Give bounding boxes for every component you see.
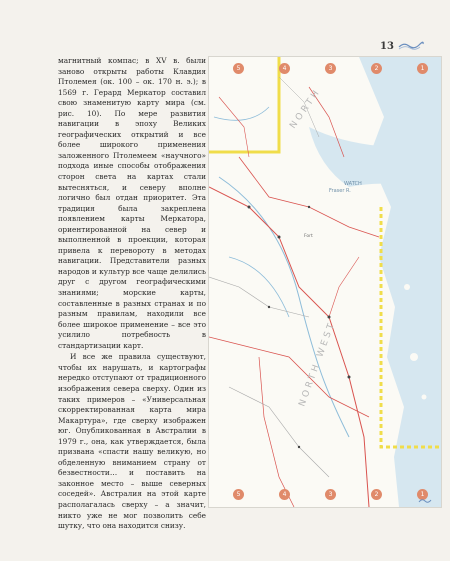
map-region-label: WATCH [344, 181, 362, 187]
map-region-label: NORTH [288, 86, 324, 131]
grid-marker: 3 [325, 63, 336, 74]
map-place-label: Fort [304, 234, 313, 239]
paragraph: И все же правила существуют, чтобы их нарушать, и картографы нередко отступают от традиционного изображения севера сверху. Один из таких примеров – «Универсальная скорректированная карта мира Макартура», где сверху изображен юг. Опубликованная в Австралии в 1979 г., она, как утверждается, была призвана «спасти нашу великую, но обделенную вниманием страну от безвестности… и поставить на законное место – выше северных соседей». Австралия на этой карте располагалась сверху – а значит, никто уже не мог позволить себе шутку, что она находится снизу. [58, 352, 206, 531]
grid-marker: 2 [371, 489, 382, 500]
grid-marker: 5 [233, 489, 244, 500]
map-region-label: NORTH WEST [297, 319, 338, 409]
grid-marker: 4 [279, 63, 290, 74]
map-bottom-markers [209, 489, 441, 501]
road-map-figure [208, 56, 442, 508]
page-header [380, 38, 440, 54]
wave-ornament-icon [398, 41, 424, 51]
page-number: 13 [380, 40, 394, 52]
grid-marker: 5 [233, 63, 244, 74]
map-illustration [209, 57, 441, 507]
map-top-markers [209, 63, 441, 75]
grid-marker: 2 [371, 63, 382, 74]
article-text [58, 56, 206, 532]
grid-marker: 3 [325, 489, 336, 500]
paragraph: магнитный компас; в XV в. были заново открыты работы Клавдия Птолемея (ок. 100 – ок. 170 н. э.); в 1569 г. Герард Меркатор составил свою знаменитую карту мира (см. рис. 10). По мере развития навигации в эпоху Великих географических открытий и все более широкого применения заложенного Птолемеем «научного» подхода иные способы отображения сторон света на картах стали вытесняться, и северу вполне логично был отдан приоритет. Эта традиция была закреплена появлением карты Меркатора, ориентированной на север и выполненной в проекции, которая привела к перевороту в методах навигации. Представители разных народов и культур все чаще делились друг с другом географическими знаниями; морские карты, составленные в разных странах и по разным правилам, находили все более широкое применение – все это усилило потребность в стандартизации карт. [58, 56, 206, 350]
grid-marker: 1 [417, 63, 428, 74]
wave-ornament-icon [418, 496, 432, 506]
grid-marker: 4 [279, 489, 290, 500]
grid-marker: 1 [417, 489, 428, 500]
map-river-label: Fraser R. [329, 188, 351, 194]
